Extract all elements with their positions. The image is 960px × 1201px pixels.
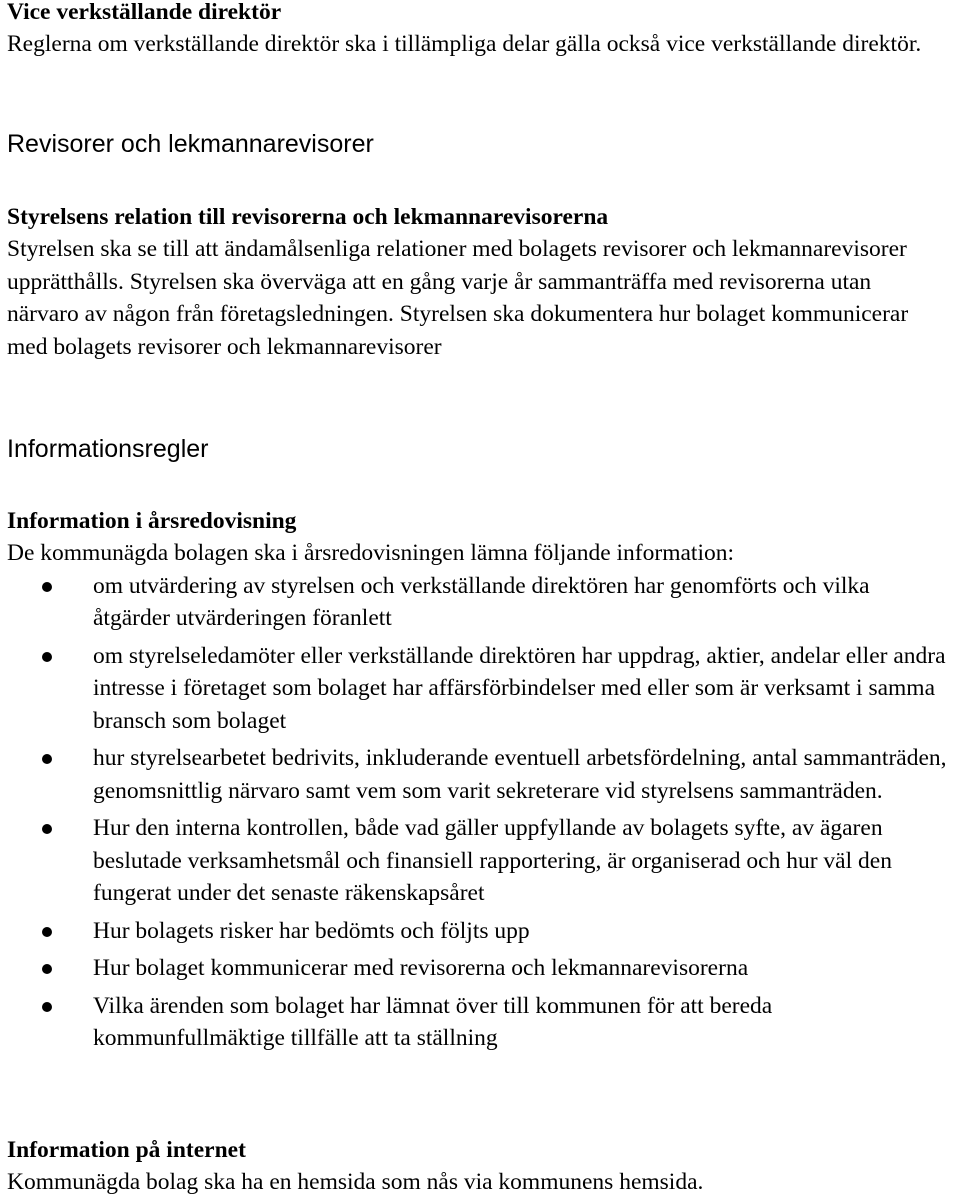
list-item-text: Vilka ärenden som bolaget har lämnat över till kommunen för att bereda kommunfullmäktige tillfälle att ta ställning <box>93 992 773 1051</box>
list-item <box>7 915 948 948</box>
bullet-icon <box>42 754 52 764</box>
relation-heading: Styrelsens relation till revisorerna och lekmannarevisorerna <box>7 204 609 230</box>
vice-heading: Vice verkställande direktör <box>7 0 282 25</box>
arsredovisning-intro: De kommunägda bolagen ska i årsredovisningen lämna följande information: <box>7 540 734 566</box>
list-item <box>7 952 948 985</box>
list-item <box>7 570 948 635</box>
list-item <box>7 990 948 1055</box>
vice-text: Reglerna om verkställande direktör ska i tillämpliga delar gälla också vice verkställande direktör. <box>7 31 922 57</box>
section-informationsregler <box>7 433 948 465</box>
list-item-text: om utvärdering av styrelsen och verkställande direktören har genomförts och vilka åtgärder utvärderingen föranlett <box>93 572 870 631</box>
bullet-icon <box>42 652 52 662</box>
list-item-text: Hur bolagets risker har bedömts och följts upp <box>93 917 530 944</box>
list-item <box>7 640 948 738</box>
arsredovisning-list <box>7 570 948 1055</box>
list-item-text: om styrelseledamöter eller verkställande direktören har uppdrag, aktier, andelar eller andra intresse i företaget som bolaget har affärsförbindelser med eller som är verksamt i samma bransch som bolaget <box>93 642 946 734</box>
bullet-icon <box>42 964 52 974</box>
section-relation <box>7 201 948 363</box>
list-item <box>7 812 948 910</box>
internet-heading: Information på internet <box>7 1137 246 1163</box>
list-item <box>7 742 948 807</box>
arsredovisning-heading: Information i årsredovisning <box>7 508 297 534</box>
internet-text: Kommunägda bolag ska ha en hemsida som nås via kommunens hemsida. <box>7 1169 704 1195</box>
bullet-icon <box>42 1002 52 1012</box>
section-arsredovisning <box>7 505 948 1060</box>
section-revisorer <box>7 128 948 160</box>
relation-text: Styrelsen ska se till att ändamålsenliga relationer med bolagets revisorer och lekmannarevisorer upprätthålls. Styrelsen ska överväga att en gång varje år sammanträffa med revisorerna utan närvaro av någon från företagsledningen. Styrelsen ska dokumentera hur bolaget kommunicerar med bolagets revisorer och lekmannarevisorer <box>7 236 909 360</box>
list-item-text: Hur bolaget kommunicerar med revisorerna och lekmannarevisorerna <box>93 955 749 981</box>
revisorer-heading: Revisorer och lekmannarevisorer <box>7 130 374 158</box>
bullet-icon <box>42 927 52 937</box>
section-vice <box>7 0 948 61</box>
informationsregler-heading: Informationsregler <box>7 435 209 463</box>
list-item-text: hur styrelsearbetet bedrivits, inkluderande eventuell arbetsfördelning, antal sammanträden, genomsnittlig närvaro samt vem som varit sekreterare vid styrelsens sammanträden. <box>93 745 947 804</box>
section-internet <box>7 1134 948 1199</box>
bullet-icon <box>42 824 52 834</box>
list-item-text: Hur den interna kontrollen, både vad gäller uppfyllande av bolagets syfte, av ägaren beslutade verksamhetsmål och finansiell rapportering, är organiserad och hur väl den fungerat under det senaste räkenskapsåret <box>93 815 892 906</box>
bullet-icon <box>42 582 52 592</box>
